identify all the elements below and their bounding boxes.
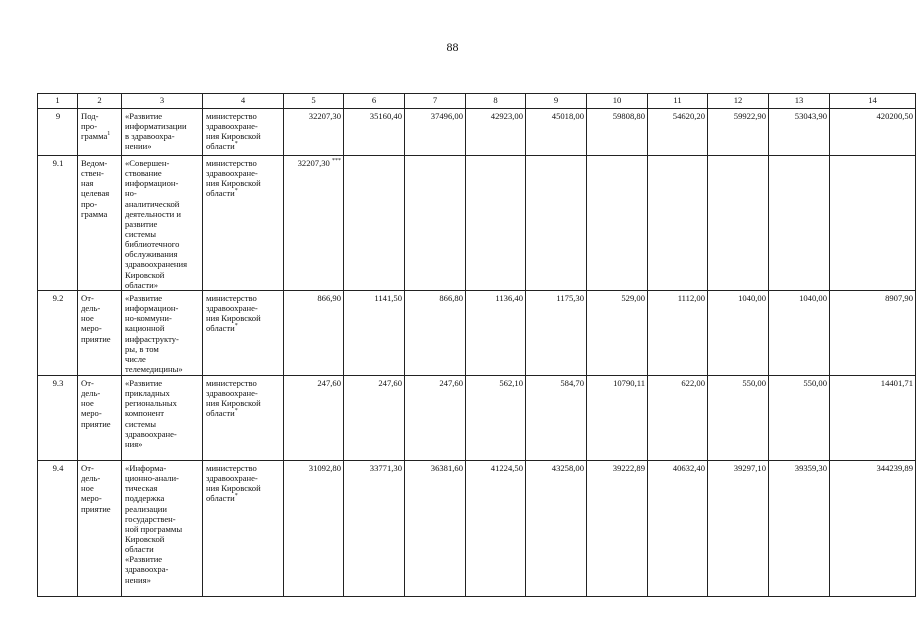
- value-text: 32207,30: [297, 158, 330, 168]
- value-text: 39359,30: [794, 463, 827, 473]
- row-number: 9: [38, 109, 78, 156]
- footnote-mark: *: [234, 493, 238, 500]
- value-col-13: [769, 109, 830, 156]
- value-col-11: [648, 376, 708, 461]
- value-col-6: [344, 291, 405, 376]
- value-text: 54620,20: [672, 111, 705, 121]
- value-text: 45018,00: [551, 111, 584, 121]
- value-text: 1141,50: [374, 293, 402, 303]
- value-text: 1112,00: [677, 293, 705, 303]
- table-row: [38, 109, 916, 156]
- value-col-13: [769, 461, 830, 597]
- value-col-5: [284, 461, 344, 597]
- row-type: [78, 461, 122, 597]
- value-col-9: [526, 109, 587, 156]
- value-text: 35160,40: [369, 111, 402, 121]
- program-name: «Развитие информатизации в здравоохра- нении»: [122, 109, 203, 156]
- row-type-text: От- дель- ное меро- приятие: [81, 378, 111, 429]
- value-col-9: [526, 461, 587, 597]
- table-row: [38, 376, 916, 461]
- value-col-7: [405, 291, 466, 376]
- executor: [203, 109, 284, 156]
- value-col-13: [769, 376, 830, 461]
- value-col-6: [344, 156, 405, 291]
- budget-table: [37, 93, 916, 597]
- row-type: [78, 156, 122, 291]
- column-number-7: 7: [405, 94, 466, 109]
- value-text: 33771,30: [369, 463, 402, 473]
- value-text: 59808,80: [612, 111, 645, 121]
- value-text: 550,00: [803, 378, 827, 388]
- value-text: 247,60: [317, 378, 341, 388]
- value-col-11: [648, 109, 708, 156]
- column-number-13: 13: [769, 94, 830, 109]
- column-number-12: 12: [708, 94, 769, 109]
- value-text: 344239,89: [876, 463, 913, 473]
- value-col-9: [526, 291, 587, 376]
- executor-text: министерство здравоохране- ния Кировской области: [206, 463, 261, 504]
- value-col-12: [708, 461, 769, 597]
- value-col-6: [344, 376, 405, 461]
- footnote-mark: ***: [332, 158, 341, 165]
- value-text: 32207,30: [308, 111, 341, 121]
- value-text: 866,90: [317, 293, 341, 303]
- footnote-mark: *: [234, 408, 238, 415]
- executor-text: министерство здравоохране- ния Кировской области: [206, 158, 261, 199]
- row-type-text: От- дель- ное меро- приятие: [81, 463, 111, 514]
- value-text: 37496,00: [430, 111, 463, 121]
- row-number: 9.3: [38, 376, 78, 461]
- value-text: 1040,00: [799, 293, 827, 303]
- value-col-5: [284, 156, 344, 291]
- value-col-11: [648, 156, 708, 291]
- row-type-text: Ведом- ствен- ная целевая про- грамма: [81, 158, 110, 219]
- row-type-text: От- дель- ное меро- приятие: [81, 293, 111, 344]
- executor: [203, 461, 284, 597]
- value-col-10: [587, 156, 648, 291]
- value-col-5: [284, 291, 344, 376]
- value-text: 36381,60: [430, 463, 463, 473]
- column-number-11: 11: [648, 94, 708, 109]
- value-text: 10790,11: [613, 378, 645, 388]
- program-name: «Информа- ционно-анали- тическая поддержка реализации государствен- ной программы Кировской области «Развитие здравоохра- нения»: [122, 461, 203, 597]
- column-number-8: 8: [466, 94, 526, 109]
- value-col-10: [587, 376, 648, 461]
- value-text: 41224,50: [490, 463, 523, 473]
- row-number: 9.1: [38, 156, 78, 291]
- column-number-1: 1: [38, 94, 78, 109]
- value-text: 8907,90: [885, 293, 913, 303]
- value-col-9: [526, 376, 587, 461]
- value-col-7: [405, 461, 466, 597]
- row-type-text: Под- про- грамма: [81, 111, 108, 142]
- column-number-row: [38, 94, 916, 109]
- table-row: [38, 156, 916, 291]
- value-text: 420200,50: [876, 111, 913, 121]
- executor: [203, 376, 284, 461]
- executor-text: министерство здравоохране- ния Кировской области: [206, 378, 261, 419]
- value-col-13: [769, 156, 830, 291]
- value-col-12: [708, 156, 769, 291]
- value-col-7: [405, 109, 466, 156]
- value-col-11: [648, 461, 708, 597]
- value-col-10: [587, 461, 648, 597]
- value-text: 14401,71: [880, 378, 913, 388]
- page-number: 88: [446, 40, 459, 54]
- value-col-8: [466, 291, 526, 376]
- column-number-4: 4: [203, 94, 284, 109]
- value-col-5: [284, 376, 344, 461]
- value-text: 39222,89: [612, 463, 645, 473]
- value-col-7: [405, 376, 466, 461]
- value-text: 39297,10: [733, 463, 766, 473]
- value-col-8: [466, 461, 526, 597]
- value-col-10: [587, 291, 648, 376]
- column-number-3: 3: [122, 94, 203, 109]
- row-number: 9.2: [38, 291, 78, 376]
- value-text: 584,70: [560, 378, 584, 388]
- footnote-mark: *: [234, 188, 238, 195]
- value-text: 550,00: [742, 378, 766, 388]
- value-text: 43258,00: [551, 463, 584, 473]
- value-text: 42923,00: [490, 111, 523, 121]
- value-col-13: [769, 291, 830, 376]
- row-type: [78, 376, 122, 461]
- footnote-mark: 1: [107, 131, 111, 138]
- table-row: [38, 291, 916, 376]
- value-col-11: [648, 291, 708, 376]
- value-text: 622,00: [681, 378, 705, 388]
- value-text: 247,60: [378, 378, 402, 388]
- value-col-8: [466, 109, 526, 156]
- program-name: «Развитие информацион- но-коммуни- кационной инфраструкту- ры, в том числе телемедицины»: [122, 291, 203, 376]
- value-col-12: [708, 376, 769, 461]
- value-col-8: [466, 376, 526, 461]
- value-col-14: [830, 156, 916, 291]
- row-type: [78, 109, 122, 156]
- row-type: [78, 291, 122, 376]
- value-col-5: [284, 109, 344, 156]
- value-col-6: [344, 461, 405, 597]
- value-text: 247,60: [439, 378, 463, 388]
- footnote-mark: *: [234, 323, 238, 330]
- column-number-5: 5: [284, 94, 344, 109]
- value-col-14: [830, 376, 916, 461]
- value-text: 53043,90: [794, 111, 827, 121]
- footnote-mark: *: [234, 141, 238, 148]
- value-col-9: [526, 156, 587, 291]
- executor: [203, 291, 284, 376]
- table-row: [38, 461, 916, 597]
- value-text: 529,00: [621, 293, 645, 303]
- column-number-2: 2: [78, 94, 122, 109]
- executor-text: министерство здравоохране- ния Кировской области: [206, 111, 261, 152]
- value-col-14: [830, 461, 916, 597]
- value-col-10: [587, 109, 648, 156]
- value-text: 1175,30: [556, 293, 584, 303]
- value-text: 40632,40: [672, 463, 705, 473]
- row-number: 9.4: [38, 461, 78, 597]
- executor: [203, 156, 284, 291]
- value-col-6: [344, 109, 405, 156]
- value-col-12: [708, 291, 769, 376]
- value-text: 31092,80: [308, 463, 341, 473]
- column-number-14: 14: [830, 94, 916, 109]
- value-text: 1040,00: [738, 293, 766, 303]
- program-name: «Совершен- ствование информацион- но- аналитической деятельности и развитие системы библиотечного обслуживания здравоохранения Кировской области»: [122, 156, 203, 291]
- column-number-10: 10: [587, 94, 648, 109]
- value-col-14: [830, 291, 916, 376]
- value-col-12: [708, 109, 769, 156]
- program-name: «Развитие прикладных региональных компонент системы здравоохране- ния»: [122, 376, 203, 461]
- value-text: 866,80: [439, 293, 463, 303]
- value-col-14: [830, 109, 916, 156]
- value-text: 562,10: [499, 378, 523, 388]
- value-text: 1136,40: [495, 293, 523, 303]
- value-col-8: [466, 156, 526, 291]
- column-number-9: 9: [526, 94, 587, 109]
- value-text: 59922,90: [733, 111, 766, 121]
- executor-text: министерство здравоохране- ния Кировской области: [206, 293, 261, 334]
- value-col-7: [405, 156, 466, 291]
- column-number-6: 6: [344, 94, 405, 109]
